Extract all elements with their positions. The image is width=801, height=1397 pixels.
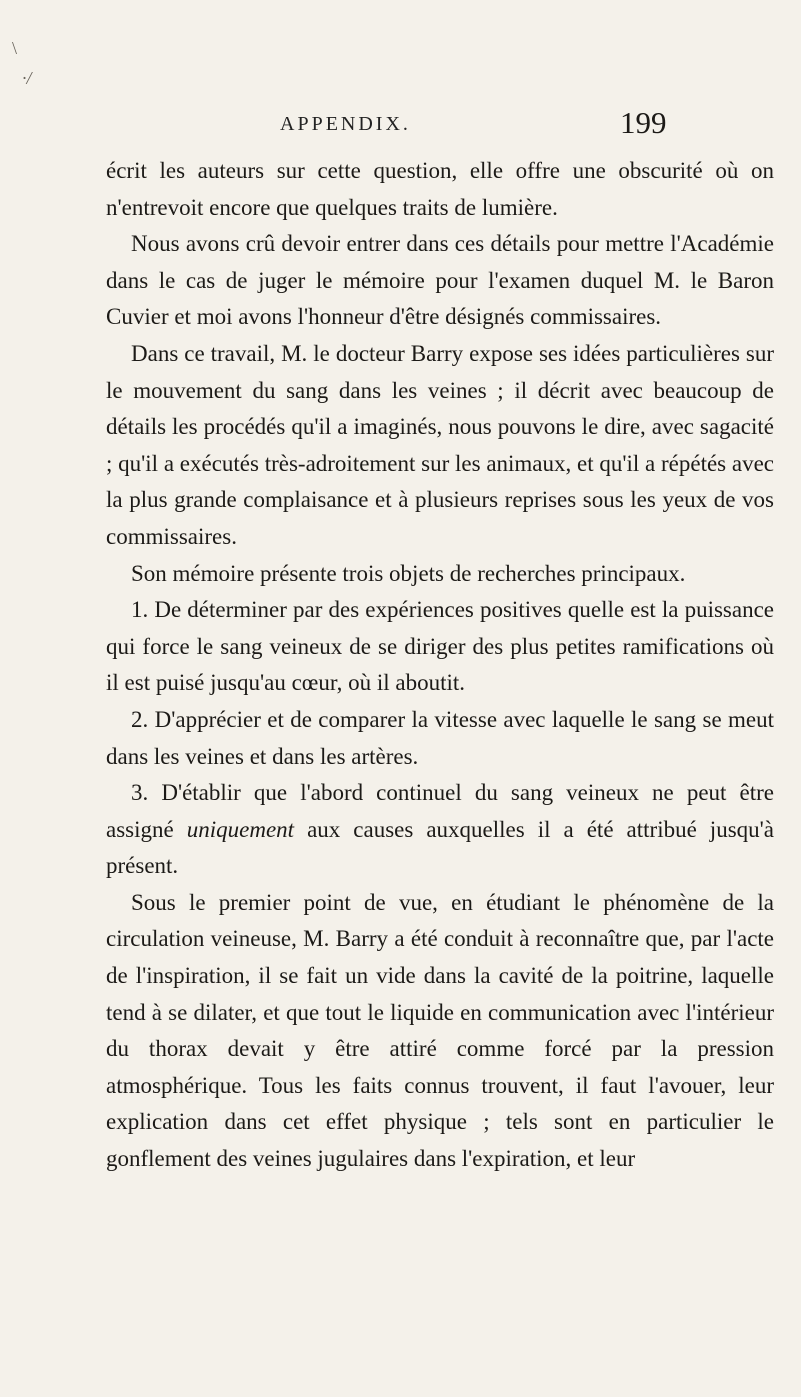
numbered-paragraph [106,775,774,885]
paragraph: Son mémoire présente trois objets de recherches principaux. [131,560,686,586]
emphasized-word: uniquement [186,816,295,842]
running-title: APPENDIX. [280,113,411,135]
paragraph-text: 3. D'établir que l'abord continuel du sang veineux ne peut être assigné [106,780,774,842]
margin-mark: ·/ [22,68,32,88]
body-text [106,153,774,1178]
paragraph-text: aux causes auxquelles il a été attribué jusqu'à présent. [106,816,774,879]
paragraph: Nous avons crû devoir entrer dans ces détails pour mettre l'Académie dans le cas de juger le mémoire pour l'examen duquel M. le Baron Cuvier et moi avons l'honneur d'être désignés commissaires. [106,231,774,330]
numbered-paragraph: 1. De déterminer par des expériences positives quelle est la puissance qui force le sang veineux de se diriger des plus petites ramifications où il est puisé jusqu'au cœur, où il aboutit. [106,597,774,696]
paragraph: Sous le premier point de vue, en étudiant le phénomène de la circulation veineuse, M. Barry a été conduit à reconnaître que, par l'acte de l'inspiration, il se fait un vide dans la cavité de la poitrine, laquelle tend à se dilater, et que tout le liquide en communication avec l'intérieur du thorax devait y être attiré comme forcé par la pression atmosphérique. Tous les faits connus trouvent, il faut l'avouer, leur explication dans cet effet physique ; tels sont en particulier le gonflement des veines jugulaires dans l'expiration, et leur [106,889,774,1172]
running-header [0,105,801,145]
paragraph: Dans ce travail, M. le docteur Barry expose ses idées particulières sur le mouvement du sang dans les veines ; il décrit avec beaucoup de détails les procédés qu'il a imaginés, nous pouvons le dire, avec sagacité ; qu'il a exécutés très-adroitement sur les animaux, et qu'il a répétés avec la plus grande complaisance et à plusieurs reprises sous les yeux de vos commissaires. [106,340,774,549]
numbered-paragraph: 2. D'apprécier et de comparer la vitesse avec laquelle le sang se meut dans les veines et dans les artères. [106,706,774,769]
page-number: 199 [620,105,667,140]
margin-mark: \ [12,38,18,58]
paragraph-continuation: écrit les auteurs sur cette question, elle offre une obscurité où on n'entrevoit encore que quelques traits de lumière. [106,158,774,220]
